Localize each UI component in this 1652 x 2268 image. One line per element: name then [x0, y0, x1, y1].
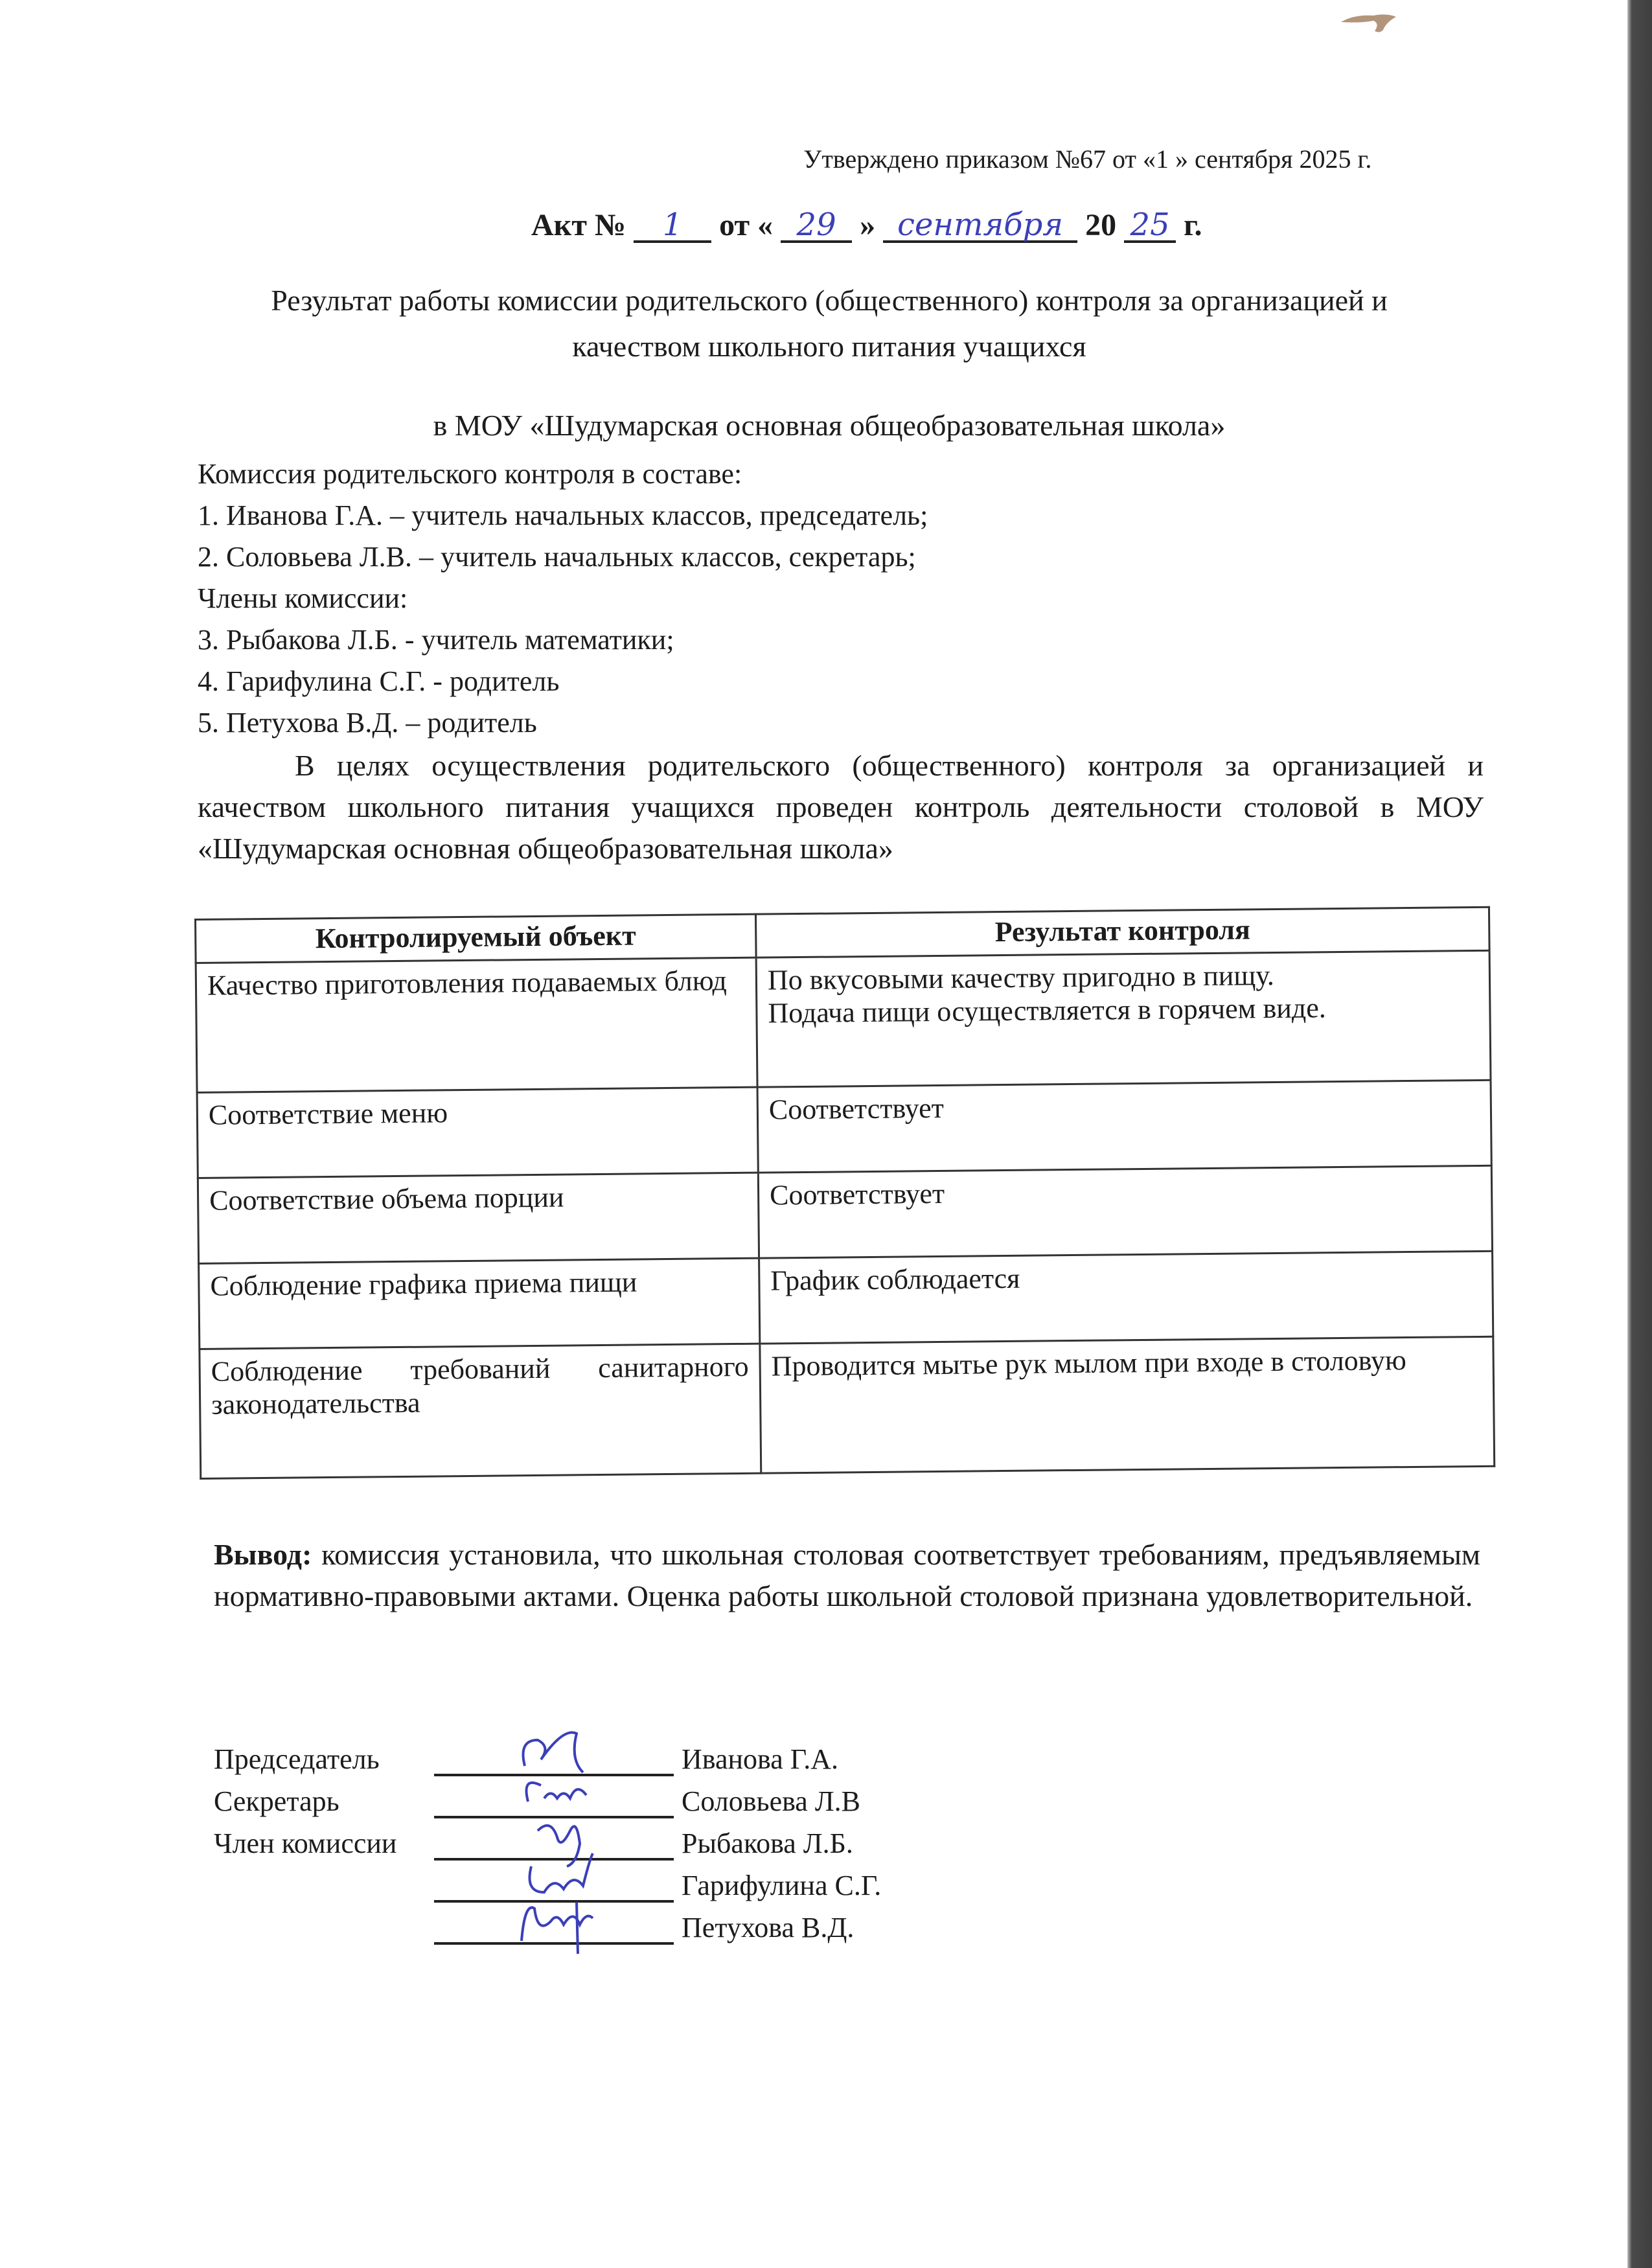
scan-smudge-icon	[1335, 9, 1406, 35]
committee-member: 1. Иванова Г.А. – учитель начальных классов, председатель;	[198, 499, 928, 531]
cell-result: Соответствует	[758, 1165, 1492, 1258]
table-row	[198, 1165, 1492, 1263]
signature-name: Петухова В.Д.	[682, 1912, 855, 1943]
signature-name: Рыбакова Л.Б.	[682, 1827, 853, 1859]
committee-heading: Комиссия родительского контроля в составе:	[198, 458, 742, 490]
document-subtitle	[194, 277, 1464, 370]
cell-result	[756, 950, 1491, 1087]
signature-name: Гарифулина С.Г.	[682, 1870, 882, 1901]
cell-object: Соблюдение требований санитарного законодательства	[200, 1344, 761, 1478]
act-from: от «	[719, 208, 774, 242]
result-line: Подача пищи осуществляется в горячем виде.	[768, 992, 1326, 1029]
table-row	[197, 1080, 1491, 1178]
cell-object: Качество приготовления подаваемых блюд	[196, 957, 757, 1092]
table-row	[200, 1336, 1495, 1478]
committee-section	[198, 453, 928, 744]
act-year-field: 25	[1124, 209, 1176, 243]
cell-result: График соблюдается	[759, 1251, 1493, 1344]
table-row	[199, 1251, 1493, 1349]
school-name: в МОУ «Шудумарская основная общеобразовательная школа»	[433, 409, 1226, 442]
handwritten-signature-icon	[512, 1889, 615, 1954]
scan-edge-strip	[1627, 0, 1652, 2268]
act-prefix: Акт №	[531, 208, 634, 242]
act-number-field: 1	[634, 209, 711, 243]
approval-note: Утверждено приказом №67 от «1 » сентября 2025 г.	[803, 144, 1372, 174]
committee-member: 4. Гарифулина С.Г. - родитель	[198, 665, 560, 697]
table-row	[196, 950, 1491, 1092]
members-heading: Члены комиссии:	[198, 582, 408, 614]
signature-row	[214, 1911, 991, 1953]
act-month-field: сентября	[883, 209, 1077, 243]
subtitle-line-2: качеством школьного питания учащихся	[572, 330, 1086, 363]
result-line: По вкусовыми качеству пригодно в пищу.	[767, 959, 1275, 996]
act-year-prefix: 20	[1085, 208, 1117, 242]
cell-object: Соблюдение графика приема пищи	[199, 1258, 760, 1349]
conclusion-text: комиссия установила, что школьная столовая соответствует требованиям, предъявляемым нормативно-правовыми актами. Оценка работы школьной столовой признана удовлетворительной.	[214, 1538, 1480, 1612]
conclusion-label: Вывод:	[214, 1538, 312, 1571]
signature-name: Соловьева Л.В	[682, 1785, 861, 1817]
header-object: Контролируемый объект	[196, 914, 757, 963]
cell-object: Соответствие объема порции	[198, 1173, 759, 1263]
act-quote-close: »	[860, 208, 876, 242]
conclusion-paragraph	[214, 1534, 1480, 1617]
committee-member: 3. Рыбакова Л.Б. - учитель математики;	[198, 624, 674, 656]
cell-object: Соответствие меню	[197, 1087, 758, 1178]
signature-name: Иванова Г.А.	[682, 1743, 839, 1775]
signature-role: Член комиссии	[214, 1827, 397, 1859]
committee-member: 5. Петухова В.Д. – родитель	[198, 707, 537, 739]
subtitle-line-1: Результат работы комиссии родительского (общественного) контроля за организацией и	[271, 284, 1388, 317]
act-year-end: г.	[1184, 208, 1202, 242]
signature-role: Председатель	[214, 1743, 380, 1775]
header-result: Результат контроля	[755, 907, 1489, 957]
act-title	[531, 207, 1202, 243]
cell-result: Соответствует	[757, 1080, 1491, 1173]
signature-role: Секретарь	[214, 1785, 339, 1817]
committee-member: 2. Соловьева Л.В. – учитель начальных классов, секретарь;	[198, 541, 916, 573]
intro-paragraph: В целях осуществления родительского (общественного) контроля за организацией и качеством школьного питания учащихся проведен контроль деятельности столовой в МОУ «Шудумарская основная общеобразовательная школа»	[198, 749, 1484, 865]
act-day-field: 29	[781, 209, 852, 243]
cell-result: Проводится мытье рук мылом при входе в столовую	[760, 1336, 1495, 1473]
control-table	[194, 906, 1495, 1480]
